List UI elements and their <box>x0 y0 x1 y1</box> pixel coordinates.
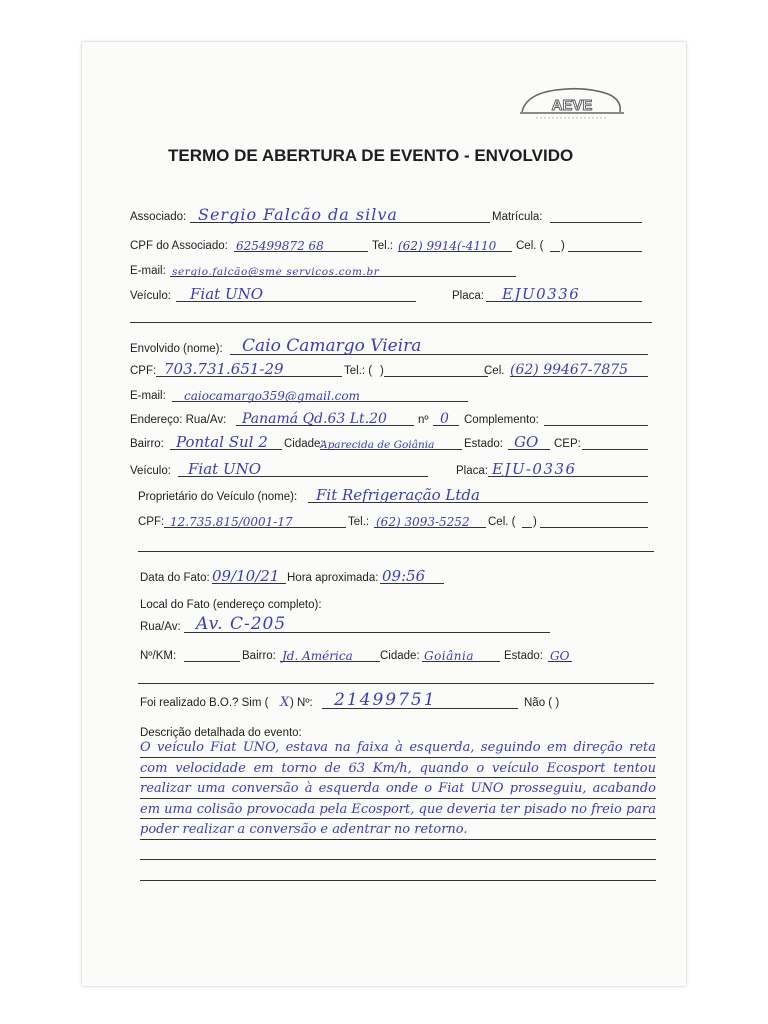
label-fato-local: Local do Fato (endereço completo): <box>140 599 322 611</box>
row-envolvido-cpf <box>130 356 650 380</box>
line-cel-associado <box>568 251 642 252</box>
envolvido-bairro: Pontal Sul 2 <box>176 433 268 451</box>
line-envolvido-cel-ddd <box>522 527 532 528</box>
envolvido-placa: EJU-0336 <box>492 460 577 478</box>
description-line <box>140 880 656 881</box>
section-divider <box>130 322 652 323</box>
label-envolvido-estado: Estado: <box>464 438 503 450</box>
label-descricao: Descrição detalhada do evento: <box>140 727 302 739</box>
section-divider <box>138 683 654 684</box>
line-envolvido-tel <box>384 376 488 377</box>
row-fato-rua <box>140 612 660 636</box>
bo-numero: 21499751 <box>334 690 437 710</box>
paren-close: ) <box>380 365 384 377</box>
label-envolvido-complemento: Complemento: <box>464 414 539 426</box>
label-fato-hora: Hora aproximada: <box>287 572 379 584</box>
label-envolvido-bairro: Bairro: <box>130 438 164 450</box>
label-envolvido-cidade: Cidade: <box>284 438 324 450</box>
fato-estado: GO <box>550 649 570 663</box>
document-title: TERMO DE ABERTURA DE EVENTO - ENVOLVIDO <box>168 146 574 165</box>
label-fato-bairro: Bairro: <box>242 650 276 662</box>
associado-veiculo: Fiat UNO <box>190 285 264 303</box>
label-envolvido-proprietario: Proprietário do Veículo (nome): <box>138 491 298 503</box>
label-fato-estado: Estado: <box>504 650 543 662</box>
paren-close: ) <box>561 240 565 252</box>
envolvido-numero: 0 <box>440 411 449 427</box>
row-associado-email <box>130 256 650 280</box>
label-envolvido-numero: nº <box>418 414 429 426</box>
fato-cidade: Goiânia <box>424 649 475 663</box>
label-envolvido-cep: CEP: <box>554 438 581 450</box>
fato-data: 09/10/21 <box>212 567 280 585</box>
line-envolvido-cep <box>582 449 648 450</box>
fato-bairro: Jd. América <box>282 649 353 663</box>
label-envolvido-placa: Placa: <box>456 465 488 477</box>
label-envolvido-cpf-proprietario: CPF: <box>138 516 165 528</box>
envolvido-nome: Caio Camargo Vieira <box>242 336 422 356</box>
bo-sim-mark: X <box>280 695 290 710</box>
envolvido-estado: GO <box>514 433 539 451</box>
row-associado <box>130 202 650 226</box>
label-fato-cidade: Cidade: <box>380 650 420 662</box>
paren-close: ) <box>533 516 537 528</box>
envolvido-proprietario: Fit Refrigeração Ltda <box>316 486 480 504</box>
row-envolvido-bairro <box>130 429 650 453</box>
row-envolvido-veiculo <box>130 456 650 480</box>
fato-rua: Av. C-205 <box>196 614 287 634</box>
label-veiculo-associado: Veículo: <box>130 290 171 302</box>
row-associado-veiculo <box>130 281 650 305</box>
associado-email: sergio.falcão@sme servicos.com.br <box>172 265 380 278</box>
label-email-associado: E-mail: <box>130 265 166 277</box>
envolvido-cpf: 703.731.651-29 <box>164 360 284 378</box>
line-envolvido-complemento <box>544 425 648 426</box>
label-envolvido-veiculo: Veículo: <box>130 465 171 477</box>
line-fato-nkm <box>184 661 240 662</box>
row-envolvido-endereco <box>130 405 650 429</box>
label-cel-associado: Cel. ( <box>516 240 544 252</box>
associado-placa: EJU0336 <box>502 285 581 303</box>
row-fato-data <box>140 563 660 587</box>
aeve-logo <box>516 82 628 124</box>
label-envolvido-tel: Tel.: ( <box>344 365 373 377</box>
row-bo <box>140 688 660 712</box>
row-fato-nkm <box>140 641 660 665</box>
associado-nome: Sergio Falcão da silva <box>198 205 398 224</box>
envolvido-endereco: Panamá Qd.63 Lt.20 <box>242 411 387 427</box>
row-envolvido-cpf-proprietario <box>130 507 650 531</box>
label-bo-nao: Não ( ) <box>524 697 560 709</box>
label-fato-data: Data do Fato: <box>140 572 210 584</box>
envolvido-cel: (62) 99467-7875 <box>510 362 629 378</box>
label-envolvido-cel-proprietario: Cel. ( <box>488 516 516 528</box>
envolvido-veiculo: Fiat UNO <box>188 460 262 478</box>
label-fato-rua: Rua/Av: <box>140 621 181 633</box>
descricao-texto: O veículo Fiat UNO, estava na faixa à esquerda, seguindo em direção reta com velocidade em torno de 63 Km/h, quando o veículo Ecosport tentou realizar uma conversão à esquerda onde o Fiat UNO prosseguiu, acabando em uma colisão provocada pela Ecosport, que deveria ter pisado no freio para poder realizar a conversão e adentrar no retorno. <box>140 740 656 837</box>
svg-text:AEVE: AEVE <box>551 97 593 114</box>
label-fato-nkm: Nº/KM: <box>140 650 177 662</box>
line-matricula <box>550 222 642 223</box>
label-envolvido-cel: Cel. <box>484 365 505 377</box>
label-tel-associado: Tel.: <box>372 240 394 252</box>
row-associado-cpf <box>130 231 650 255</box>
envolvido-tel-proprietario: (62) 3093-5252 <box>376 515 470 529</box>
label-envolvido-nome: Envolvido (nome): <box>130 343 223 355</box>
row-envolvido-proprietario <box>130 482 650 506</box>
section-divider <box>138 551 654 552</box>
row-envolvido-email <box>130 381 650 405</box>
label-bo-numero: ) Nº: <box>290 697 313 709</box>
fato-hora: 09:56 <box>382 567 426 585</box>
label-envolvido-tel-proprietario: Tel.: <box>348 516 370 528</box>
row-envolvido-nome <box>130 334 650 358</box>
associado-cpf: 625499872 68 <box>236 239 324 253</box>
label-cpf-associado: CPF do Associado: <box>130 240 228 252</box>
label-envolvido-cpf: CPF: <box>130 365 157 377</box>
line-envolvido-cel-proprietario <box>540 527 648 528</box>
envolvido-cpf-proprietario: 12.735.815/0001-17 <box>170 515 293 529</box>
row-fato-local <box>140 590 660 614</box>
line-cel-associado-ddd <box>550 251 560 252</box>
label-associado: Associado: <box>130 211 187 223</box>
envolvido-email: caiocamargo359@gmail.com <box>184 389 360 403</box>
label-bo: Foi realizado B.O.? Sim ( <box>140 697 269 709</box>
description-line <box>140 859 656 860</box>
label-placa-associado: Placa: <box>452 290 484 302</box>
associado-tel: (62) 9914(-4110 <box>398 239 497 253</box>
label-envolvido-email: E-mail: <box>130 390 166 402</box>
envolvido-cidade: Aparecida de Goiânia <box>320 438 435 451</box>
label-envolvido-endereco: Endereço: Rua/Av: <box>130 414 227 426</box>
label-matricula: Matrícula: <box>492 211 543 223</box>
